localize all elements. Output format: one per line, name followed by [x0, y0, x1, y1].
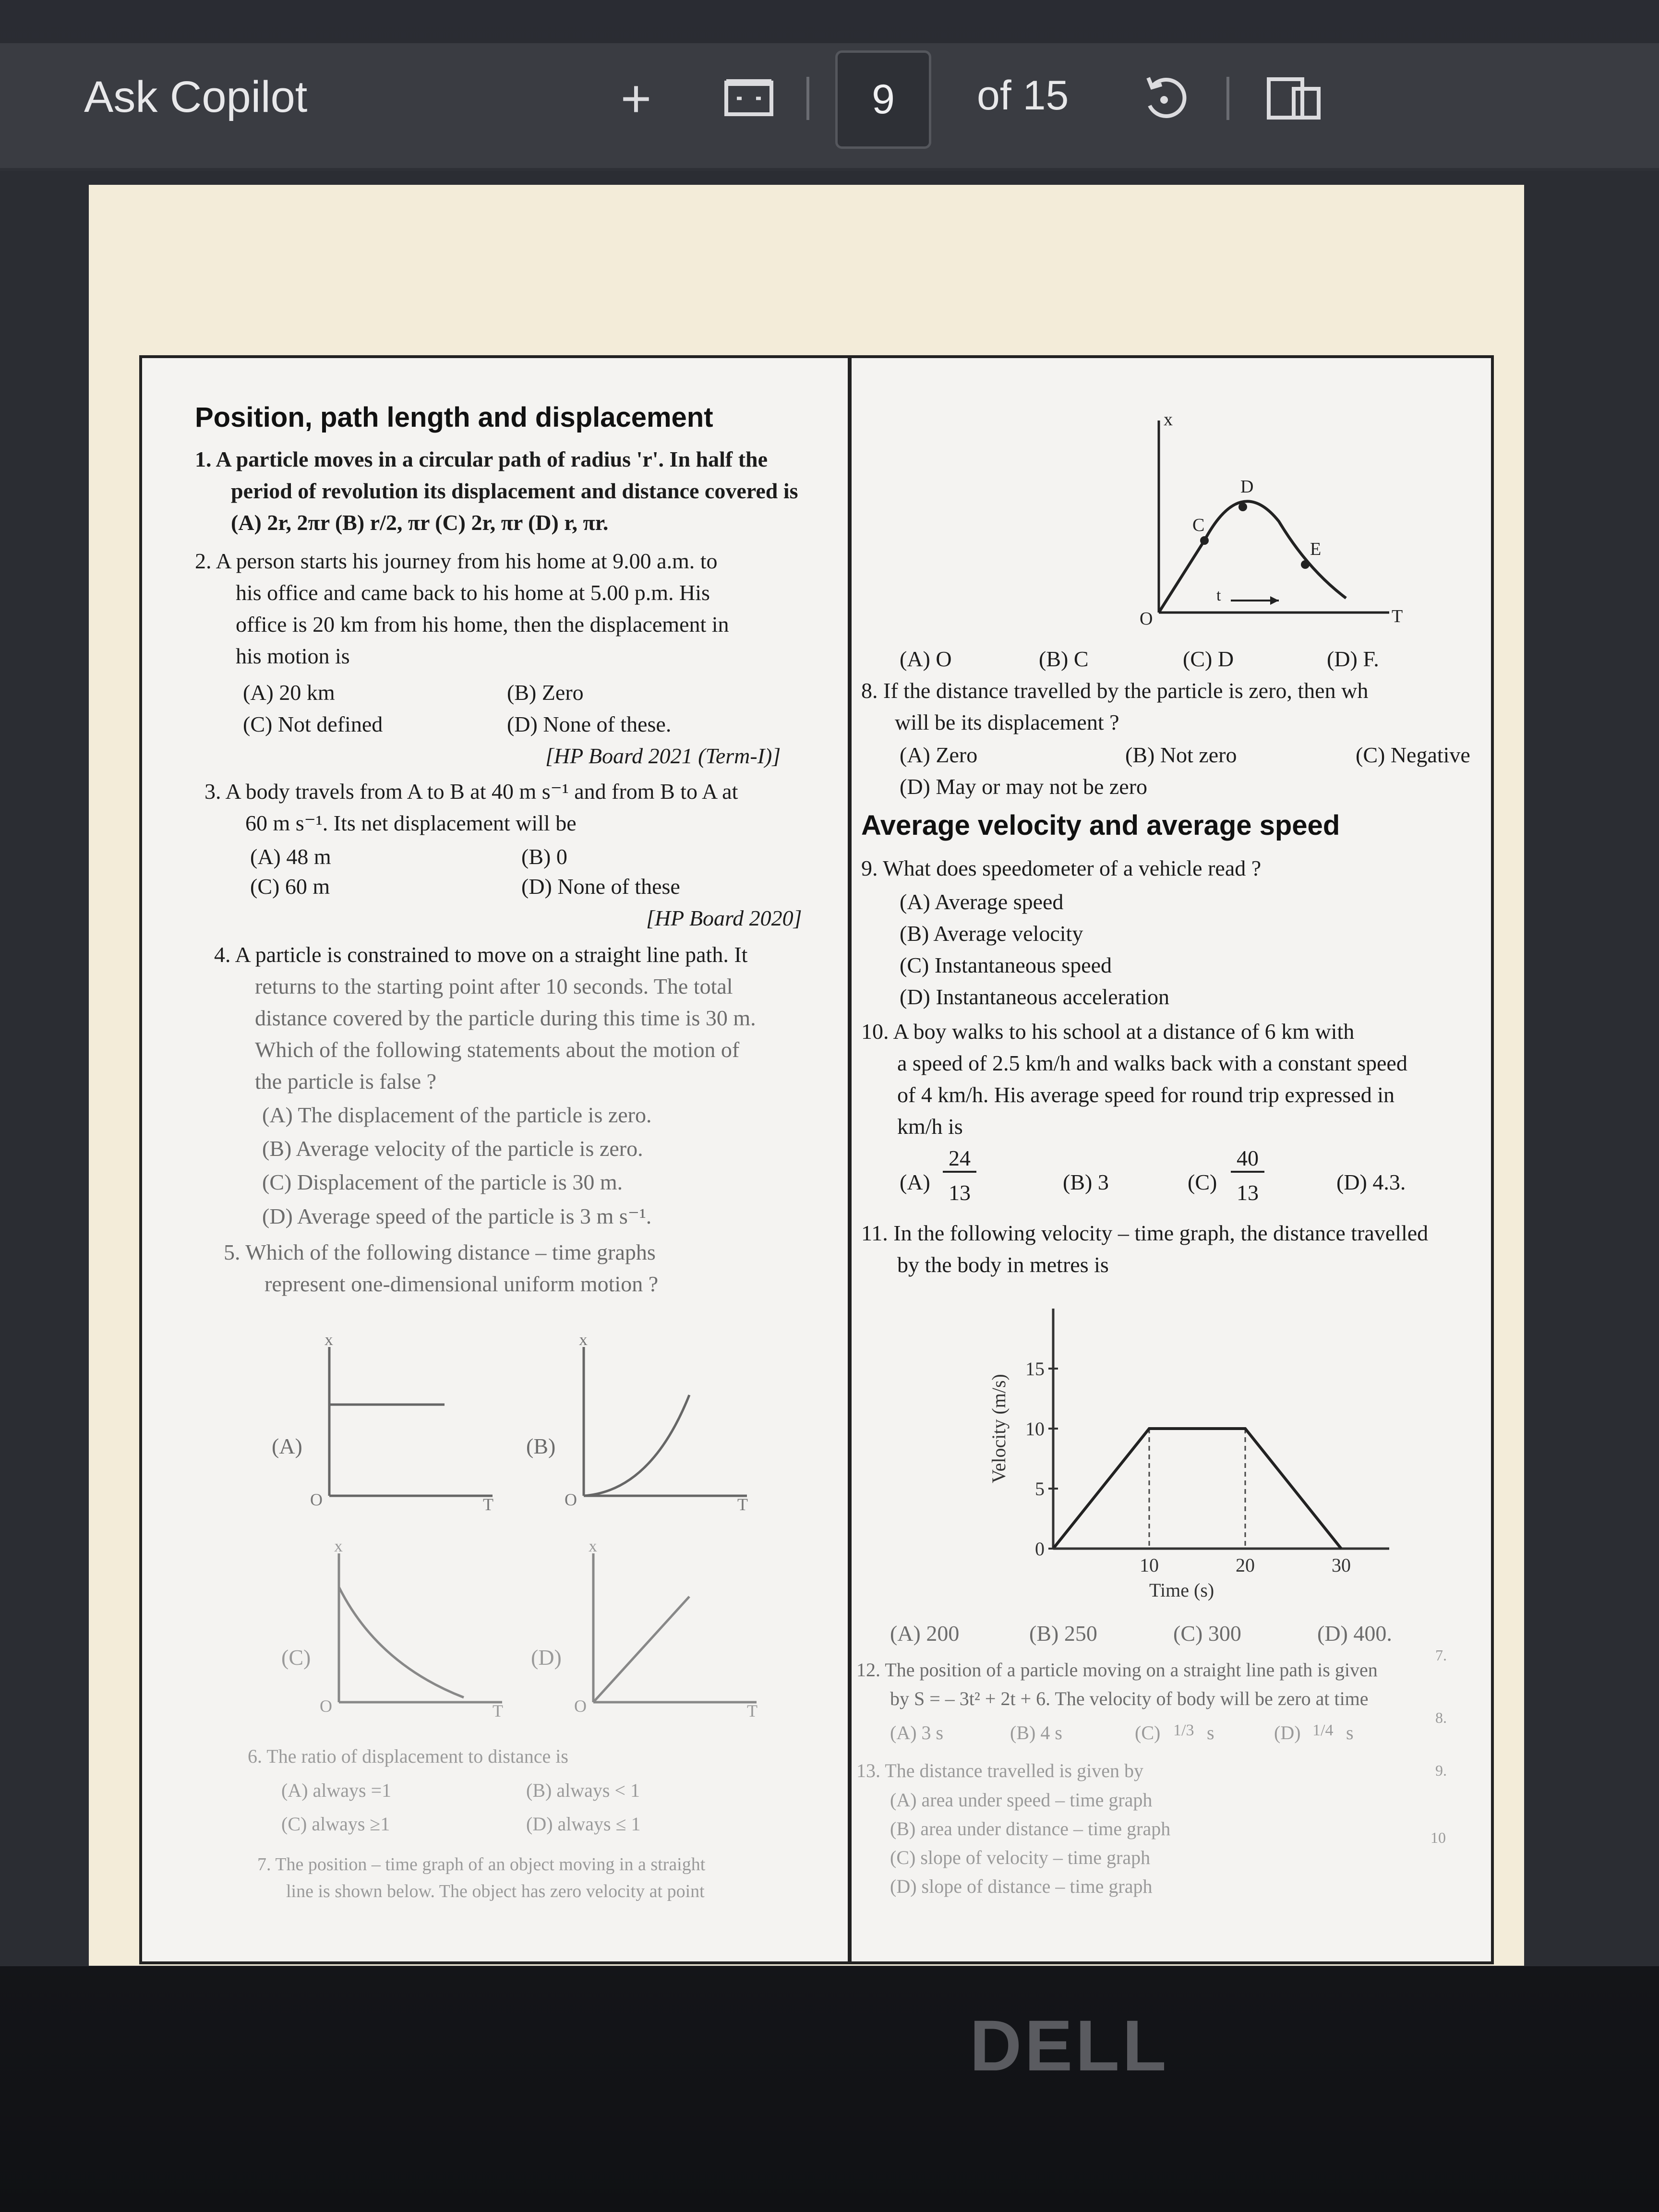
q2-option-d: (D) None of these.: [507, 712, 672, 736]
margin-number: 10: [1431, 1829, 1446, 1846]
q5-text: 5. Which of the following distance – time graphs: [224, 1240, 656, 1264]
axis-label: T: [493, 1701, 503, 1717]
y-tick-label: 15: [1025, 1358, 1045, 1380]
point-label: C: [1192, 515, 1205, 535]
x-tick-label: 10: [1140, 1554, 1159, 1576]
q2-option-c: (C) Not defined: [243, 712, 383, 736]
x-axis-label: Time (s): [1149, 1579, 1214, 1601]
q4-text: Which of the following statements about the motion of: [255, 1037, 740, 1062]
q11-option-b: (B) 250: [1029, 1621, 1097, 1646]
left-column: [142, 358, 852, 1961]
q5-graph-c: [310, 1544, 512, 1717]
section-heading: Position, path length and displacement: [195, 402, 713, 433]
q1-text: 1. A particle moves in a circular path of radius 'r'. In half the: [195, 447, 768, 471]
margin-number: 7.: [1435, 1647, 1447, 1664]
q12-text: 12. The position of a particle moving on a straight line path is given: [856, 1659, 1378, 1681]
q10-option-c-denominator: 13: [1237, 1180, 1259, 1205]
q12-option-b: (B) 4 s: [1010, 1722, 1062, 1743]
q2-source: [HP Board 2021 (Term-I)]: [545, 744, 781, 768]
q3-option-c: (C) 60 m: [250, 874, 330, 899]
q8-option-c: (C) Negative: [1356, 743, 1470, 767]
q3-text: 60 m s⁻¹. Its net displacement will be: [245, 811, 577, 835]
q4-text: 4. A particle is constrained to move on a straight line path. It: [214, 942, 748, 967]
q2-text: his motion is: [236, 644, 350, 668]
q12-option-c-label: (C): [1135, 1722, 1161, 1743]
q3-source: [HP Board 2020]: [646, 906, 802, 930]
q13-option-d: (D) slope of distance – time graph: [890, 1875, 1153, 1897]
axis-label: T: [483, 1495, 493, 1510]
q12-option-d-unit: s: [1346, 1722, 1354, 1743]
axis-label: x: [589, 1544, 597, 1555]
q11-text: by the body in metres is: [897, 1252, 1109, 1277]
q12-option-a: (A) 3 s: [890, 1722, 944, 1743]
q5-graph-d: [565, 1544, 766, 1717]
point-label: E: [1310, 539, 1322, 559]
q9-option-a: (A) Average speed: [900, 890, 1064, 914]
q4-option-d: (D) Average speed of the particle is 3 m s⁻¹.: [262, 1204, 652, 1228]
q12-option-c-fraction: 1/3: [1173, 1721, 1194, 1739]
q7-text: line is shown below. The object has zero velocity at point: [286, 1881, 705, 1901]
ask-copilot-button[interactable]: Ask Copilot: [84, 72, 308, 121]
q3-option-b: (B) 0: [521, 844, 567, 869]
q9-option-d: (D) Instantaneous acceleration: [900, 985, 1169, 1009]
q2-option-a: (A) 20 km: [243, 680, 335, 705]
q12-text: by S = – 3t² + 2t + 6. The velocity of body will be zero at time: [890, 1688, 1369, 1709]
q13-option-b: (B) area under distance – time graph: [890, 1818, 1171, 1839]
q6-text: 6. The ratio of displacement to distance is: [248, 1745, 568, 1767]
q6-option-c: (C) always ≥1: [281, 1813, 390, 1835]
velocity-series-line: [1053, 1429, 1341, 1549]
q7-option-c: (C) D: [1183, 647, 1234, 671]
y-tick-label: 10: [1025, 1418, 1045, 1440]
rotate-icon[interactable]: [1133, 67, 1195, 130]
q5-option-d: (D): [531, 1645, 562, 1670]
axis-origin: O: [1140, 609, 1153, 629]
q7-option-b: (B) C: [1039, 647, 1089, 671]
q10-text: a speed of 2.5 km/h and walks back with a constant speed: [897, 1051, 1407, 1075]
q13-text: 13. The distance travelled is given by: [856, 1760, 1143, 1781]
q5-option-c: (C): [281, 1645, 311, 1670]
axis-label: x: [1164, 411, 1173, 430]
q13-option-a: (A) area under speed – time graph: [890, 1789, 1153, 1811]
velocity-time-chart: [981, 1289, 1404, 1606]
right-column: [852, 358, 1491, 1961]
time-label: t: [1216, 587, 1221, 604]
q7-option-a: (A) O: [900, 647, 952, 671]
x-tick-label: 30: [1332, 1554, 1351, 1576]
page-number-input[interactable]: 9: [835, 50, 931, 149]
q7-text: 7. The position – time graph of an object moving in a straight: [257, 1854, 706, 1875]
q1-text: period of revolution its displacement and distance covered is: [231, 479, 798, 503]
q4-option-c: (C) Displacement of the particle is 30 m.: [262, 1170, 623, 1194]
axis-origin: O: [310, 1490, 323, 1509]
axis-origin: O: [320, 1696, 332, 1716]
axis-label: T: [1392, 606, 1403, 626]
dell-logo: DELL: [970, 2005, 1169, 2086]
q10-text: km/h is: [897, 1114, 963, 1139]
margin-number: 8.: [1435, 1709, 1447, 1726]
axis-label: x: [325, 1337, 333, 1349]
axis-label: T: [747, 1701, 757, 1717]
q10-option-a-numerator: 24: [943, 1145, 976, 1173]
q4-text: distance covered by the particle during this time is 30 m.: [255, 1006, 756, 1030]
q11-text: 11. In the following velocity – time graph, the distance travelled: [861, 1221, 1429, 1245]
q8-text: will be its displacement ?: [895, 710, 1119, 734]
q13-option-c: (C) slope of velocity – time graph: [890, 1847, 1151, 1868]
point-label: D: [1240, 477, 1254, 497]
y-tick-label: 0: [1035, 1538, 1045, 1560]
q10-option-c-label: (C): [1188, 1170, 1217, 1194]
fit-page-icon[interactable]: [718, 67, 780, 130]
q12-option-c-unit: s: [1207, 1722, 1214, 1743]
axis-label: x: [334, 1544, 343, 1555]
q8-option-b: (B) Not zero: [1125, 743, 1237, 767]
worksheet: [139, 355, 1494, 1964]
q5-text: represent one-dimensional uniform motion ?: [264, 1272, 659, 1296]
margin-number: 9.: [1435, 1762, 1447, 1779]
toolbar-separator: [1226, 77, 1229, 120]
q10-option-c-numerator: 40: [1231, 1145, 1264, 1173]
q2-option-b: (B) Zero: [507, 680, 584, 705]
q5-graph-b: [555, 1337, 757, 1510]
axis-label: x: [579, 1337, 588, 1349]
axis-origin: O: [574, 1696, 587, 1716]
q12-option-d-label: (D): [1274, 1722, 1301, 1743]
q4-text: returns to the starting point after 10 seconds. The total: [255, 974, 733, 998]
y-axis-label: Velocity (m/s): [988, 1374, 1010, 1483]
q5-graph-a: [301, 1337, 502, 1510]
plus-icon[interactable]: +: [620, 69, 652, 128]
axis-origin: O: [565, 1490, 577, 1509]
q5-option-a: (A): [272, 1434, 302, 1458]
q4-option-a: (A) The displacement of the particle is zero.: [262, 1103, 652, 1127]
q10-option-d: (D) 4.3.: [1336, 1170, 1406, 1194]
q7-option-d: (D) F.: [1327, 647, 1379, 671]
q3-text: 3. A body travels from A to B at 40 m s⁻¹ and from B to A at: [204, 779, 738, 804]
toolbar-separator: [806, 77, 809, 120]
q11-option-c: (C) 300: [1173, 1621, 1241, 1646]
q11-option-a: (A) 200: [890, 1621, 960, 1646]
q4-text: the particle is false ?: [255, 1069, 437, 1094]
q8-text: 8. If the distance travelled by the particle is zero, then wh: [861, 678, 1369, 703]
q2-text: his office and came back to his home at 5.00 p.m. His: [236, 580, 710, 605]
q10-option-b: (B) 3: [1063, 1170, 1109, 1194]
q10-option-a-label: (A): [900, 1170, 930, 1194]
x-tick-label: 20: [1236, 1554, 1255, 1576]
q3-option-d: (D) None of these: [521, 874, 680, 899]
q5-option-b: (B): [526, 1434, 556, 1458]
q10-text: 10. A boy walks to his school at a distance of 6 km with: [861, 1019, 1355, 1044]
q9-text: 9. What does speedometer of a vehicle read ?: [861, 856, 1262, 880]
page-view-icon[interactable]: [1262, 67, 1325, 130]
q2-text: office is 20 km from his home, then the displacement in: [236, 612, 729, 637]
q10-option-a-denominator: 13: [949, 1180, 971, 1205]
q6-option-a: (A) always =1: [281, 1779, 392, 1801]
q11-option-d: (D) 400.: [1317, 1621, 1392, 1646]
axis-label: T: [737, 1495, 748, 1510]
q6-option-d: (D) always ≤ 1: [526, 1813, 641, 1835]
q8-option-d: (D) May or may not be zero: [900, 774, 1148, 799]
q3-option-a: (A) 48 m: [250, 844, 331, 869]
y-tick-label: 5: [1035, 1478, 1045, 1500]
q2-text: 2. A person starts his journey from his home at 9.00 a.m. to: [195, 549, 718, 573]
q8-option-a: (A) Zero: [900, 743, 978, 767]
q7-position-time-graph: [1120, 411, 1408, 632]
q9-option-b: (B) Average velocity: [900, 921, 1083, 946]
q12-option-d-fraction: 1/4: [1312, 1721, 1334, 1739]
section-heading: Average velocity and average speed: [861, 810, 1340, 841]
q1-options: (A) 2r, 2πr (B) r/2, πr (C) 2r, πr (D) r, πr.: [231, 510, 609, 535]
q6-option-b: (B) always < 1: [526, 1779, 640, 1801]
q9-option-c: (C) Instantaneous speed: [900, 953, 1112, 977]
q10-text: of 4 km/h. His average speed for round trip expressed in: [897, 1082, 1395, 1107]
page-total-label: of 15: [977, 72, 1069, 119]
q4-option-b: (B) Average velocity of the particle is zero.: [262, 1136, 643, 1161]
